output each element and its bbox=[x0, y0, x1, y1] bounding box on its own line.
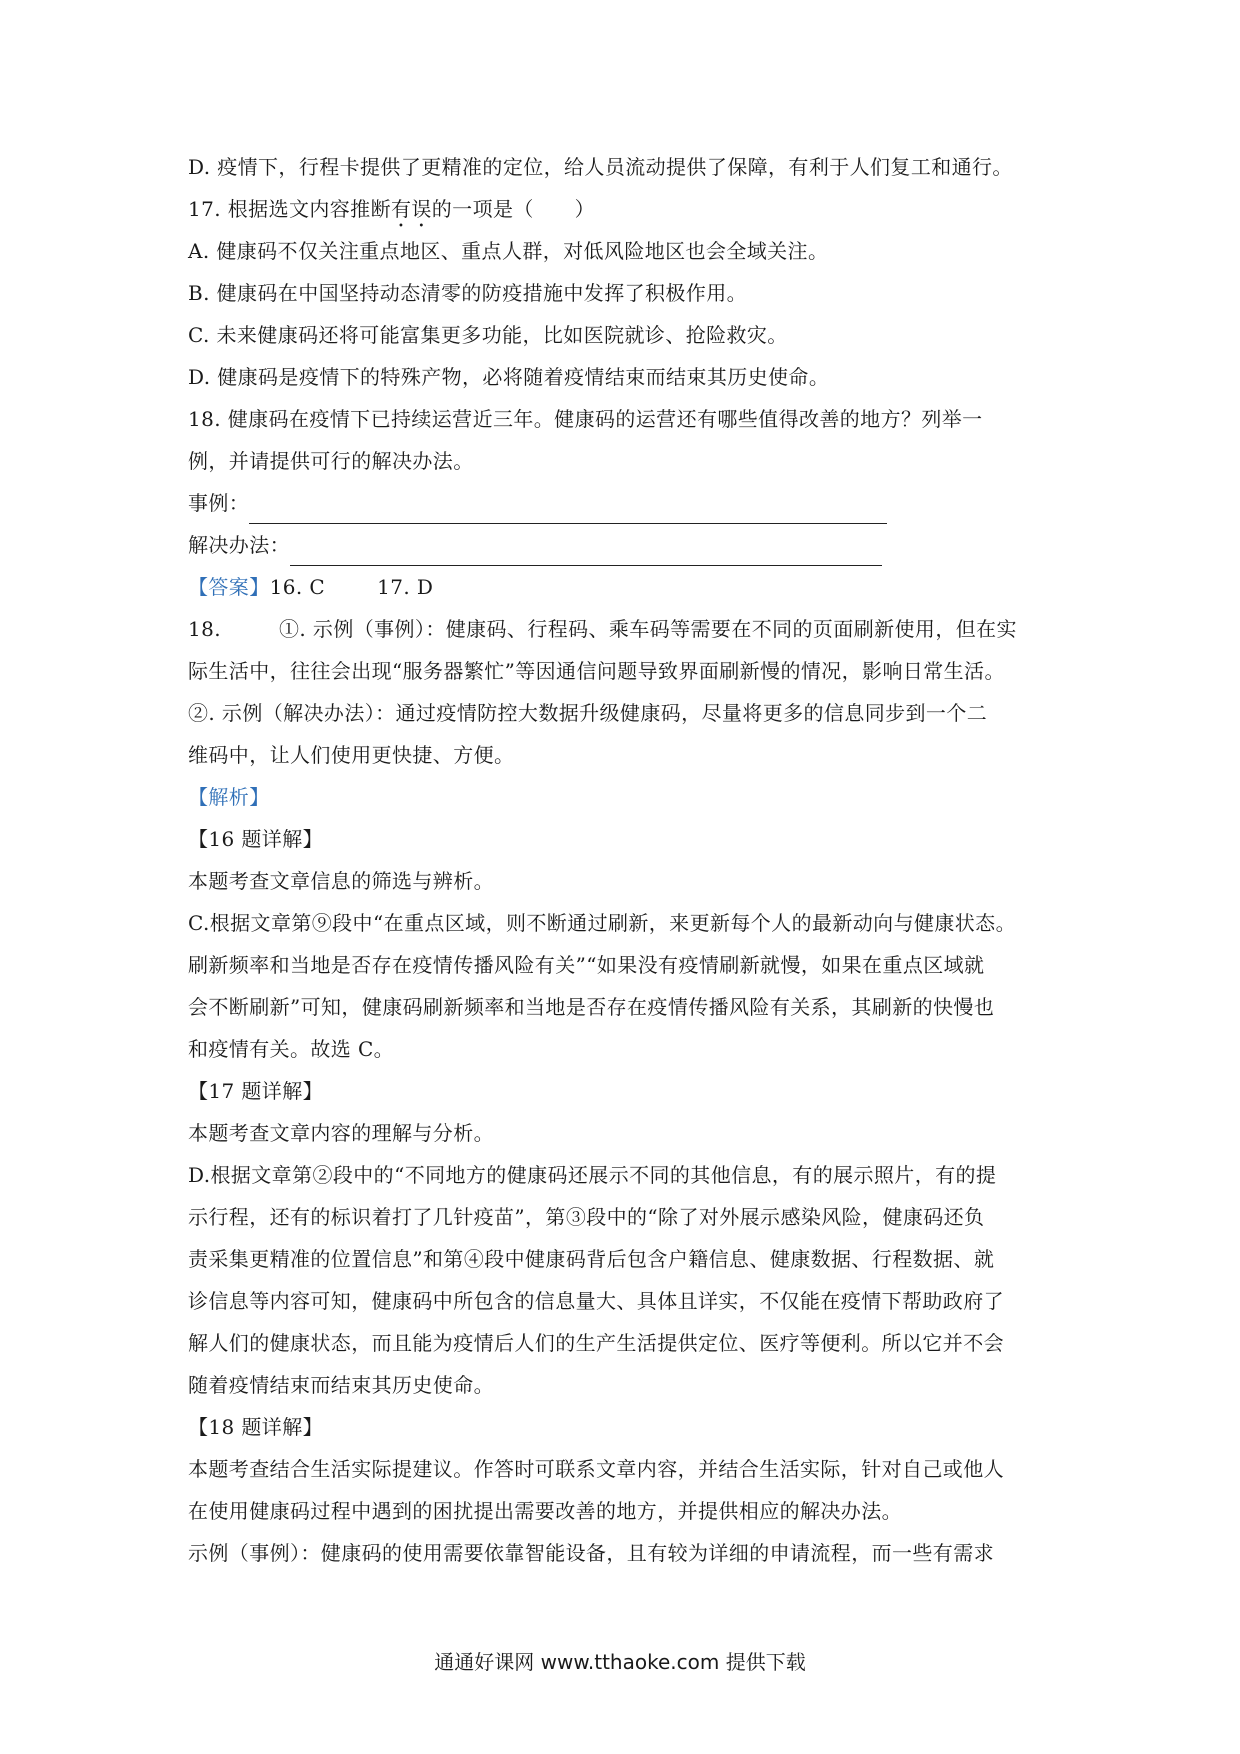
q18-stem-line-1: 18. 健康码在疫情下已持续运营近三年。健康码的运营还有哪些值得改善的地方？列举一 bbox=[188, 407, 983, 431]
answer-16: 16. C bbox=[269, 575, 326, 599]
q17-option-d: D. 健康码是疫情下的特殊产物，必将随着疫情结束而结束其历史使命。 bbox=[188, 365, 830, 389]
analysis-16-line-2: 刷新频率和当地是否存在疫情传播风险有关”“如果没有疫情刷新就慢，如果在重点区域就 bbox=[188, 953, 985, 977]
analysis-17-line-6: 随着疫情结束而结束其历史使命。 bbox=[188, 1373, 494, 1397]
analysis-17-line-4: 诊信息等内容可知，健康码中所包含的信息量大、具体且详实，不仅能在疫情下帮助政府了 bbox=[188, 1289, 1004, 1313]
q17-option-b: B. 健康码在中国坚持动态清零的防疫措施中发挥了积极作用。 bbox=[188, 281, 748, 305]
analysis-17-line-3: 责采集更精准的位置信息”和第④段中健康码背后包含户籍信息、健康数据、行程数据、就 bbox=[188, 1247, 995, 1271]
q18-solution-row bbox=[188, 524, 1063, 566]
q18-solution-blank bbox=[290, 539, 882, 566]
analysis-16-line-4: 和疫情有关。故选 C。 bbox=[188, 1037, 395, 1061]
analysis-17-heading: 【17 题详解】 bbox=[188, 1079, 324, 1103]
answer-18-line-3: ②. 示例（解决办法）：通过疫情防控大数据升级健康码，尽量将更多的信息同步到一个二 bbox=[188, 701, 988, 725]
q17-stem-before: 17. 根据选文内容推断 bbox=[188, 197, 391, 221]
q16-option-d: D. 疫情下，行程卡提供了更精准的定位，给人员流动提供了保障，有利于人们复工和通行。 bbox=[188, 155, 1013, 179]
q17-stem-emphasis: 有误 bbox=[390, 197, 432, 221]
analysis-tag: 【解析】 bbox=[188, 785, 270, 809]
answer-tag: 【答案】 bbox=[188, 575, 270, 599]
analysis-18-line-3: 示例（事例）：健康码的使用需要依靠智能设备，且有较为详细的申请流程，而一些有需求 bbox=[188, 1541, 994, 1565]
answer-18-text-1: ①. 示例（事例）：健康码、行程码、乘车码等需要在不同的页面刷新使用，但在实 bbox=[279, 617, 1017, 641]
q18-example-label: 事例： bbox=[188, 491, 250, 515]
answer-18-number: 18. bbox=[188, 617, 222, 641]
answer-18-line-2: 际生活中，往往会出现“服务器繁忙”等因通信问题导致界面刷新慢的情况，影响日常生活。 bbox=[188, 659, 1005, 683]
q18-example-blank bbox=[249, 497, 887, 524]
analysis-17-line-1: D.根据文章第②段中的“不同地方的健康码还展示不同的其他信息，有的展示照片，有的提 bbox=[188, 1163, 997, 1187]
analysis-16-intro: 本题考查文章信息的筛选与辨析。 bbox=[188, 869, 494, 893]
answer-18-line-4: 维码中，让人们使用更快捷、方便。 bbox=[188, 743, 515, 767]
q17-stem-after: 的一项是（ ） bbox=[431, 197, 595, 221]
analysis-18-line-2: 在使用健康码过程中遇到的困扰提出需要改善的地方，并提供相应的解决办法。 bbox=[188, 1499, 902, 1523]
q17-stem bbox=[188, 188, 1063, 230]
analysis-18-heading: 【18 题详解】 bbox=[188, 1415, 324, 1439]
answer-18-line-1 bbox=[188, 608, 1063, 650]
analysis-17-intro: 本题考查文章内容的理解与分析。 bbox=[188, 1121, 494, 1145]
document-page bbox=[188, 146, 1063, 1574]
analysis-16-heading: 【16 题详解】 bbox=[188, 827, 324, 851]
answer-17: 17. D bbox=[377, 575, 434, 599]
analysis-16-line-1: C.根据文章第⑨段中“在重点区域，则不断通过刷新，来更新每个人的最新动向与健康状态。 bbox=[188, 911, 1016, 935]
q18-solution-label: 解决办法： bbox=[188, 533, 290, 557]
analysis-18-line-1: 本题考查结合生活实际提建议。作答时可联系文章内容，并结合生活实际，针对自己或他人 bbox=[188, 1457, 1004, 1481]
q17-option-a: A. 健康码不仅关注重点地区、重点人群，对低风险地区也会全域关注。 bbox=[188, 239, 829, 263]
answer-row bbox=[188, 566, 1063, 608]
analysis-16-line-3: 会不断刷新”可知，健康码刷新频率和当地是否存在疫情传播风险有关系，其刷新的快慢也 bbox=[188, 995, 995, 1019]
page-footer: 通通好课网 www.tthaoke.com 提供下载 bbox=[434, 1650, 806, 1674]
analysis-17-line-5: 解人们的健康状态，而且能为疫情后人们的生产生活提供定位、医疗等便利。所以它并不会 bbox=[188, 1331, 1004, 1355]
q17-option-c: C. 未来健康码还将可能富集更多功能，比如医院就诊、抢险救灾。 bbox=[188, 323, 788, 347]
analysis-17-line-2: 示行程，还有的标识着打了几针疫苗”，第③段中的“除了对外展示感染风险，健康码还负 bbox=[188, 1205, 985, 1229]
q18-stem-line-2: 例，并请提供可行的解决办法。 bbox=[188, 449, 474, 473]
q18-example-row bbox=[188, 482, 1063, 524]
